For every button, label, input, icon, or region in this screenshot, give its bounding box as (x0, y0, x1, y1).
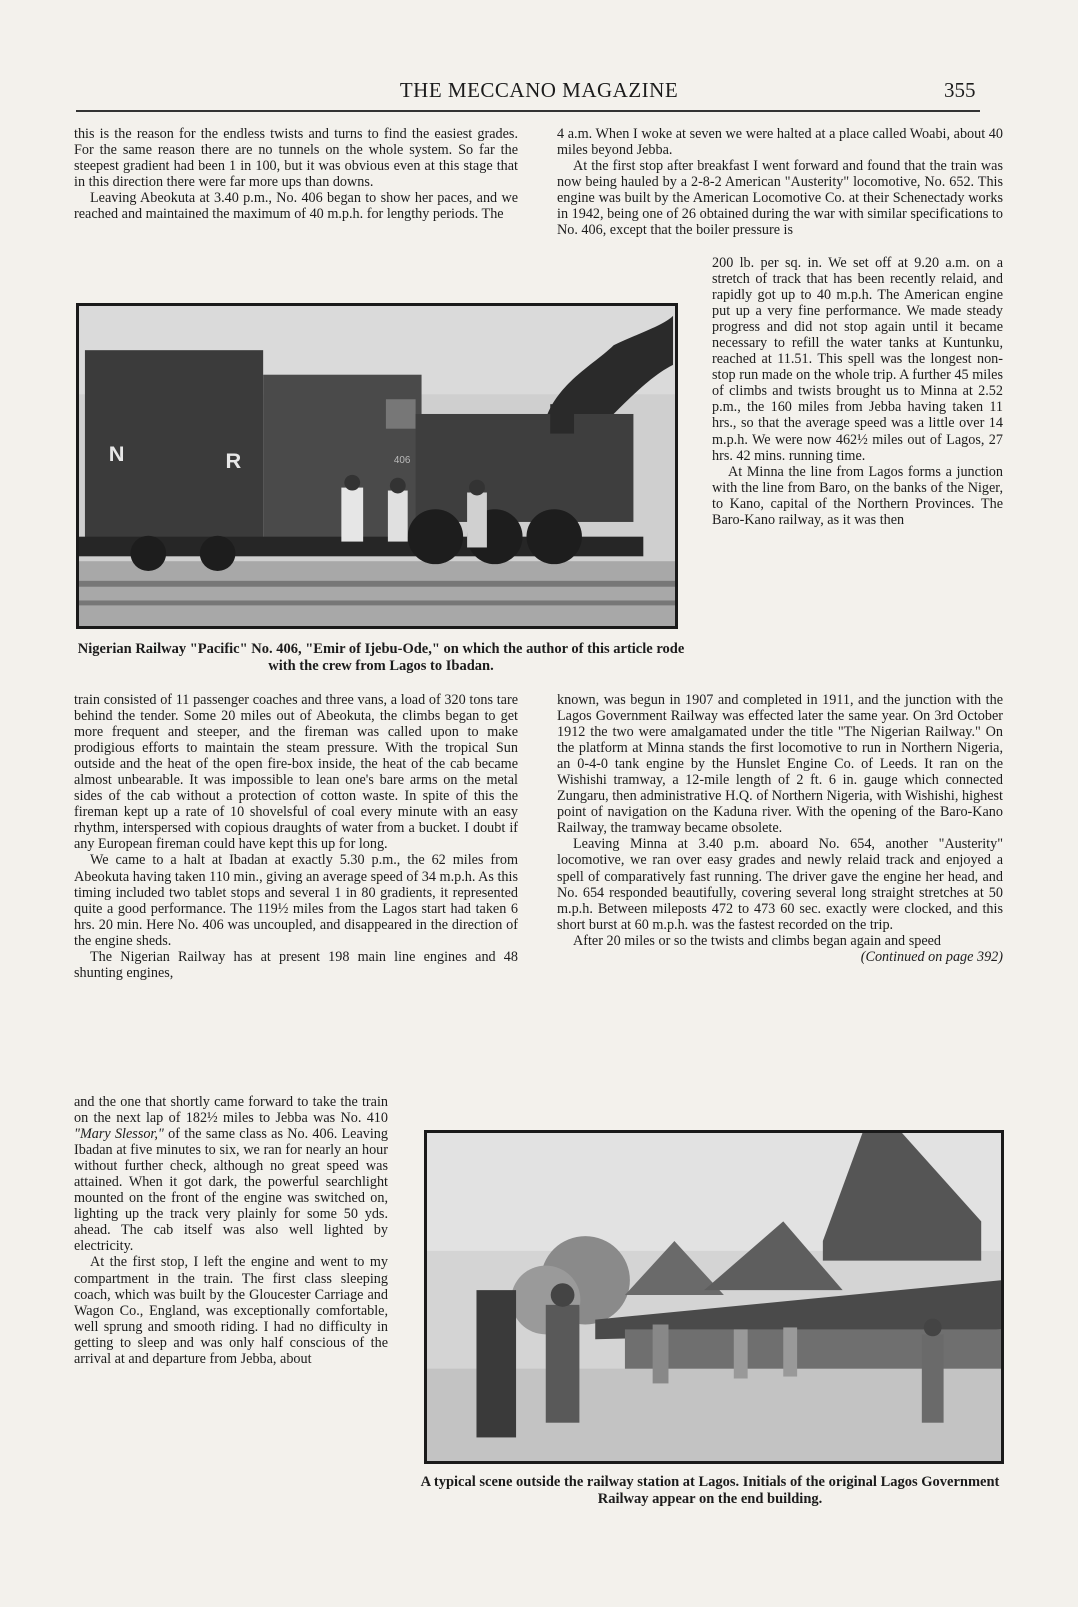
continued-note: (Continued on page 392) (860, 948, 1003, 965)
paragraph: At Minna the line from Lagos forms a junction with the line from Baro, on the banks of the Niger, to Kano, capital of the Northern Provinces. The Baro-Kano railway, as it was then (712, 463, 1003, 528)
cab-number: 406 (393, 455, 411, 467)
locomotive-caption: Nigerian Railway "Pacific" No. 406, "Emir of Ijebu-Ode," on which the author of this article rode with the crew from Lagos to Ibadan. (77, 641, 685, 674)
magazine-title: THE MECCANO MAGAZINE (399, 78, 679, 102)
tender-letter-n: N (108, 441, 125, 467)
tender-letter-r: R (225, 448, 242, 473)
paragraph: The Nigerian Railway has at present 198 main line engines and 48 shunting engines, (74, 948, 518, 981)
column1-top-text (74, 126, 518, 222)
paragraph: train consisted of 11 passenger coaches and three vans, a load of 320 tons tare behind the tender. Some 20 miles out of Abeokuta, the climbs began to get more frequent and steeper, and the fireman was called upon to make prodigious efforts to maintain the steam pressure. With the tropical Sun outside and the heat of the open fire-box inside, the heat of the cab became almost unbearable. It was impossible to lean one's bare arms on the metal sides of the cab without a protection of cotton waste. In spite of this the fireman kept up a rate of 10 shovelsful of coal every minute with an easy rhythm, interspersed with copious draughts of water from a bucket. I doubt if any European fireman could have kept this up for long. (74, 692, 518, 853)
paragraph: known, was begun in 1907 and completed in 1911, and the junction with the Lagos Government Railway was effected later the same year. On 3rd October 1912 the two were amalgamated under the title "The Nigerian Railway." On the platform at Minna stands the first locomotive to run in Northern Nigeria, an 0-4-0 tank engine by the Hunslet Engine Co. of Leeds. It ran on the Wishishi tramway, a 12-mile length of 2 ft. 6 in. gauge which connected Zungaru, then administrative H.Q. of Northern Nigeria, with Wishishi, highest point of navigation on the Kaduna river. With the opening of the Baro-Kano Railway, the tramway became obsolete. (557, 692, 1003, 837)
paragraph: We came to a halt at Ibadan at exactly 5.30 p.m., the 62 miles from Abeokuta having taken 110 min., giving an average speed of 34 m.p.h. As this timing included two tablet stops and several 1 in 80 gradients, it represented quite a good performance. The 119½ miles from the Lagos start had taken 6 hrs. 20 min. Here No. 406 was uncoupled, and disappeared in the direction of the engine sheds. (74, 852, 518, 949)
text-span: and the one that shortly came forward to take the train on the next lap of 182½ miles to Jebba was No. 410 (74, 1094, 388, 1127)
column2-bottom-text (557, 692, 1003, 965)
text-span: of the same class as No. 406. Leaving Ibadan at five minutes to six, we ran for nearly an hour without further check, although no great speed was attained. When it got dark, the powerful searchlight mounted on the front of the engine was switched on, lighting up the track very plainly for some 50 yds. ahead. The cab itself was also well lighted by electricity. (74, 1126, 388, 1255)
station-photo (424, 1130, 1004, 1464)
paragraph: 200 lb. per sq. in. We set off at 9.20 a.m. on a stretch of track that has been recently relaid, and rapidly got up to 40 m.p.h. The American engine put up a very fine performance. We made steady progress and did not stop again until it became necessary to refill the water tanks at Kuntunku, reached at 11.51. This spell was the longest non-stop run made on the whole trip. A further 45 miles of climbs and twists brought us to Minna at 2.52 p.m., the 160 miles from Jebba having taken 11 hrs., so that the average speed was a little over 14 m.p.h. We were now 462½ miles out of Lagos, 27 hrs. 42 mins. running time. (712, 255, 1003, 464)
column1-bottom-text (74, 1094, 388, 1367)
text-span: After 20 miles or so the twists and climbs began again and speed (573, 932, 942, 949)
column1-middle-text (74, 692, 518, 981)
paragraph: 4 a.m. When I woke at seven we were halted at a place called Woabi, about 40 miles beyond Jebba. (557, 126, 1003, 159)
paragraph: At the first stop after breakfast I went forward and found that the train was now being hauled by a 2-8-2 American "Austerity" locomotive, No. 652. This engine was built by the American Locomotive Co. at their Schenectady works in 1942, being one of 26 obtained during the war with similar specifications to No. 406, except that the boiler pressure is (557, 158, 1003, 239)
paragraph (557, 932, 1003, 965)
paragraph: At the first stop, I left the engine and went to my compartment in the train. The first class sleeping coach, which was built by the Gloucester Carriage and Wagon Co., England, was exceptionally comfortable, well sprung and smooth riding. I had no difficulty in getting to sleep and was only half conscious of the arrival at and departure from Jebba, about (74, 1254, 388, 1367)
header-rule (76, 110, 980, 112)
column2-top-text (557, 126, 1003, 238)
locomotive-name: "Mary Slessor," (74, 1126, 164, 1143)
paragraph: Leaving Abeokuta at 3.40 p.m., No. 406 began to show her paces, and we reached and maintained the maximum of 40 m.p.h. for lengthy periods. The (74, 190, 518, 223)
page-number: 355 (944, 78, 976, 102)
paragraph (74, 1094, 388, 1254)
column2-narrow-text (712, 255, 1003, 528)
paragraph: Leaving Minna at 3.40 p.m. aboard No. 654, another "Austerity" locomotive, we ran over easy grades and newly relaid track and enjoyed a spell of comparatively fast running. The driver gave the engine her head, and No. 654 responded beautifully, covering several long straight stretches at 50 m.p.h. Between mileposts 472 to 473 60 sec. exactly were clocked, and this short burst at 60 m.p.h. was the fastest recorded on the trip. (557, 836, 1003, 933)
locomotive-photo (76, 303, 678, 629)
paragraph: this is the reason for the endless twists and turns to find the easiest grades. For the same reason there are no tunnels on the whole system. So far the steepest gradient had been 1 in 100, but it was obvious even at this stage that in this direction there were far more ups than downs. (74, 126, 518, 191)
station-caption: A typical scene outside the railway station at Lagos. Initials of the original Lagos Government Railway appear on the end building. (420, 1474, 1000, 1507)
